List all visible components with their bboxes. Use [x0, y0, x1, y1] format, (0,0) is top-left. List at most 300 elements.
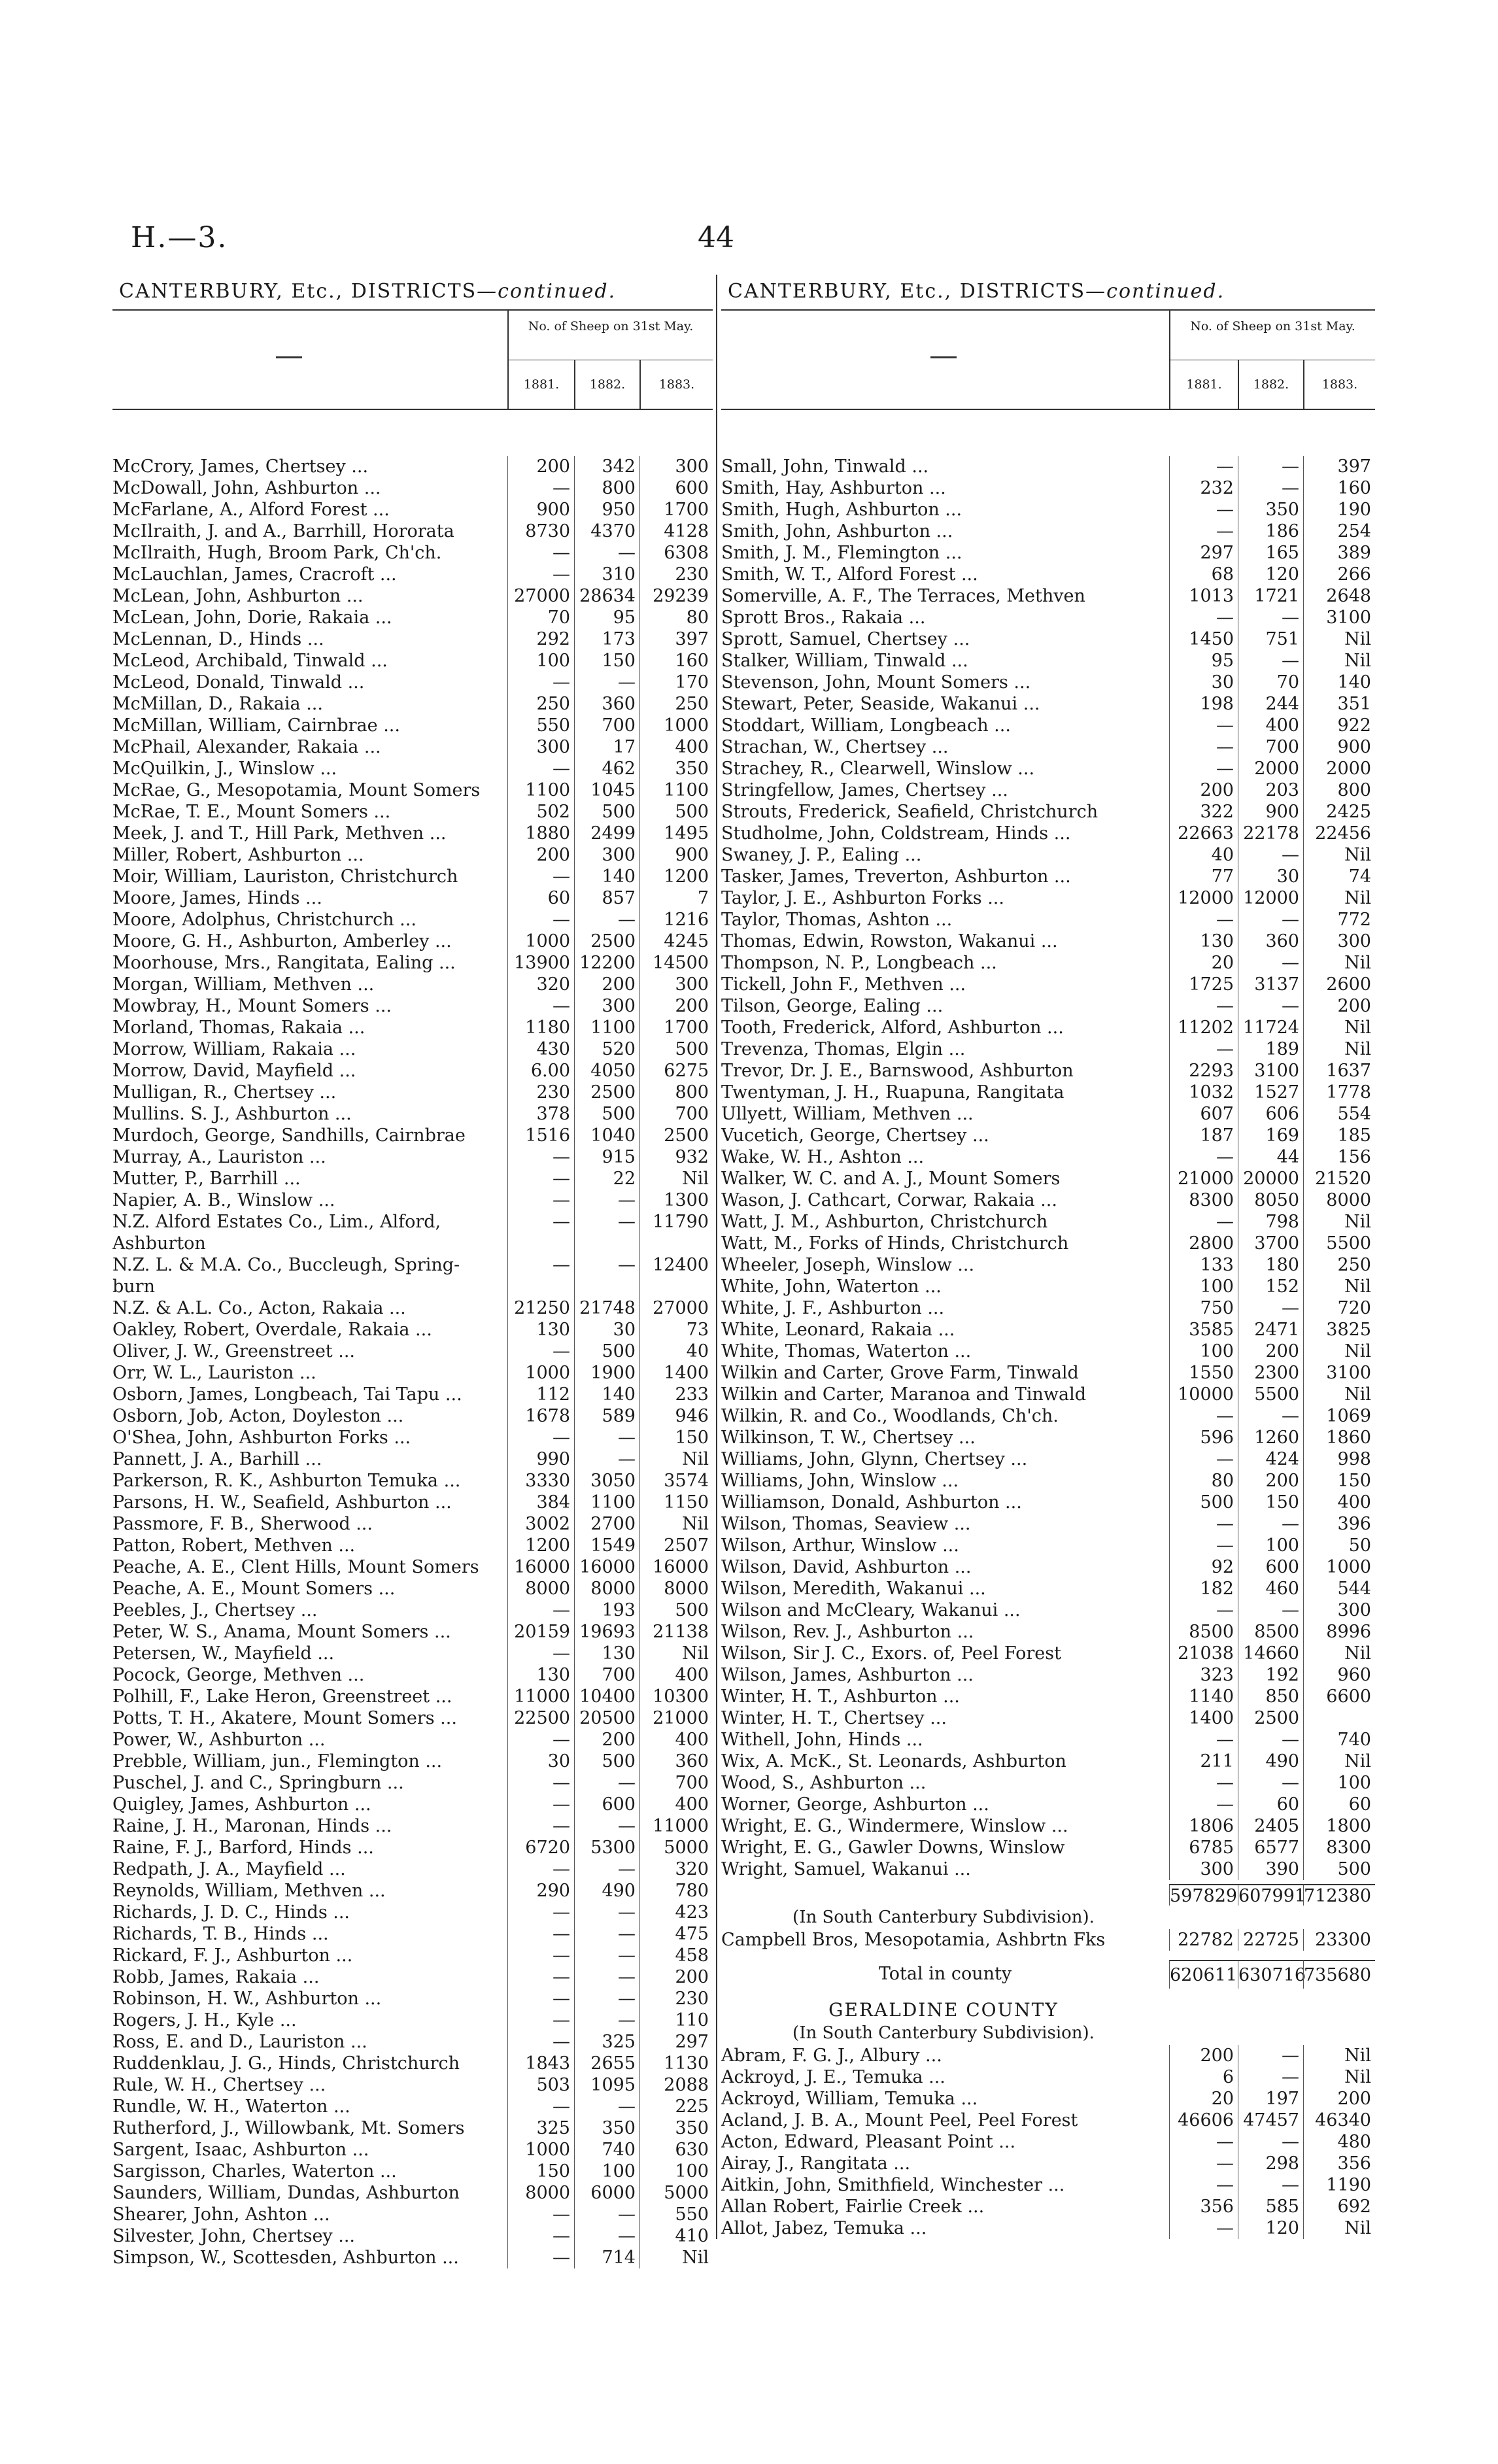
table-row	[721, 909, 1375, 931]
sheep-1883: 12400	[639, 1254, 713, 1276]
table-row	[721, 1082, 1375, 1103]
sheep-1883: 1150	[639, 1492, 713, 1513]
sheep-1883: 1200	[639, 866, 713, 887]
owner-name: Wilson, Sir J. C., Exors. of, Peel Forest	[721, 1643, 1061, 1664]
table-row	[721, 1362, 1375, 1384]
owner-name: Ackroyd, J. E., Temuka ...	[721, 2067, 945, 2087]
sheep-1881: 130	[507, 1319, 574, 1341]
table-row	[721, 1729, 1375, 1751]
sheep-1883: 254	[1303, 521, 1375, 542]
sheep-1883	[639, 1233, 713, 1254]
sheep-1882: 200	[1238, 1470, 1303, 1492]
sheep-1881: 16000	[507, 1556, 574, 1578]
sheep-1881: 1725	[1169, 974, 1238, 995]
owner-name: McQuilkin, J., Winslow ...	[112, 759, 337, 779]
sheep-1881: 100	[507, 650, 574, 672]
table-row	[721, 866, 1375, 887]
sheep-1883: 1778	[1303, 1082, 1375, 1103]
table-row	[721, 2174, 1375, 2196]
sheep-1883: 780	[639, 1880, 713, 1902]
sheep-1883: Nil	[1303, 2217, 1375, 2239]
sheep-1882: 600	[574, 1794, 639, 1815]
campbell-row: Campbell Bros, Mesopotamia, Ashbrtn Fks 22782 22725 23300	[721, 1929, 1375, 1951]
sheep-1882: 1527	[1238, 1082, 1303, 1103]
sheep-1882: 2500	[1238, 1707, 1303, 1729]
sheep-1881: —	[507, 1729, 574, 1751]
owner-name: Peebles, J., Chertsey ...	[112, 1600, 318, 1620]
table-row	[112, 1319, 713, 1341]
sheep-1883: 73	[639, 1319, 713, 1341]
sheep-1881: 6785	[1169, 1837, 1238, 1858]
sheep-1881: 8730	[507, 521, 574, 542]
sheep-1882: 16000	[574, 1556, 639, 1578]
sheep-1883: 40	[639, 1341, 713, 1362]
sheep-1882: —	[1238, 2174, 1303, 2196]
table-row	[721, 779, 1375, 801]
sheep-1882: —	[574, 1448, 639, 1470]
sheep-1881: 100	[1169, 1341, 1238, 1362]
owner-name: McLauchlan, James, Cracroft ...	[112, 564, 397, 585]
table-row	[721, 1168, 1375, 1189]
sheep-1882: —	[1238, 844, 1303, 866]
sheep-1883: 389	[1303, 542, 1375, 564]
header-dash	[276, 356, 302, 358]
table-row	[112, 758, 713, 779]
sheep-1881: —	[1169, 995, 1238, 1017]
table-row	[112, 1535, 713, 1556]
sheep-1883: 21520	[1303, 1168, 1375, 1189]
sheep-1882: —	[574, 1902, 639, 1923]
owner-name: McLean, John, Dorie, Rakaia ...	[112, 607, 392, 628]
sheep-1883: 6308	[639, 542, 713, 564]
sheep-1883: 475	[639, 1923, 713, 1945]
table-row	[721, 672, 1375, 693]
table-row	[112, 1643, 713, 1664]
table-row	[721, 952, 1375, 974]
sheep-1882: 173	[574, 628, 639, 650]
owner-name: Taylor, J. E., Ashburton Forks ...	[721, 888, 1004, 908]
owner-name: McRae, G., Mesopotamia, Mount Somers	[112, 780, 481, 800]
table-row	[721, 1384, 1375, 1405]
sheep-1882: 490	[1238, 1751, 1303, 1772]
sheep-1882: 1040	[574, 1125, 639, 1146]
owner-name: Tickell, John F., Methven ...	[721, 974, 966, 995]
sheep-1882: 2700	[574, 1513, 639, 1535]
sheep-1882: —	[1238, 456, 1303, 477]
owner-name: Napier, A. B., Winslow ...	[112, 1190, 335, 1210]
table-row	[721, 1233, 1375, 1254]
owner-name: Stevenson, John, Mount Somers ...	[721, 672, 1031, 693]
owner-name: McMillan, D., Rakaia ...	[112, 694, 323, 714]
owner-name: Murray, A., Lauriston ...	[112, 1147, 326, 1167]
sheep-1881: 8300	[1169, 1189, 1238, 1211]
sheep-1881: 1516	[507, 1125, 574, 1146]
sheep-1883: 8996	[1303, 1621, 1375, 1643]
sheep-1883: 50	[1303, 1535, 1375, 1556]
table-row	[112, 1168, 713, 1189]
sheep-1882: 490	[574, 1880, 639, 1902]
sheep-1883: 2500	[639, 1125, 713, 1146]
table-row	[721, 1772, 1375, 1794]
owner-name: Osborn, Job, Acton, Doyleston ...	[112, 1406, 404, 1426]
sheep-1881: 8500	[1169, 1621, 1238, 1643]
sheep-1882: 14660	[1238, 1643, 1303, 1664]
sheep-1883: 350	[639, 2117, 713, 2139]
table-row	[112, 823, 713, 844]
sheep-1883: 1700	[639, 499, 713, 521]
table-row	[721, 1815, 1375, 1837]
sheep-1883: 400	[639, 736, 713, 758]
sheep-1881: 750	[1169, 1297, 1238, 1319]
sheep-1882: 3100	[1238, 1060, 1303, 1082]
sheep-1882: —	[1238, 477, 1303, 499]
sheep-1883: 350	[639, 758, 713, 779]
sheep-1882: 203	[1238, 779, 1303, 801]
sheep-1882: 751	[1238, 628, 1303, 650]
owner-name: Murdoch, George, Sandhills, Cairnbrae	[112, 1125, 466, 1146]
table-row	[112, 1923, 713, 1945]
sheep-1883: 351	[1303, 693, 1375, 715]
owner-name: Vucetich, George, Chertsey ...	[721, 1125, 989, 1146]
sheep-1882: 100	[574, 2161, 639, 2182]
owner-name: Morrow, David, Mayfield ...	[112, 1061, 356, 1081]
sheep-1882: —	[1238, 1772, 1303, 1794]
table-row	[112, 1146, 713, 1168]
sheep-1881: 2800	[1169, 1233, 1238, 1254]
sheep-1881: 250	[507, 693, 574, 715]
table-row	[112, 1794, 713, 1815]
owner-name: Trevenza, Thomas, Elgin ...	[721, 1039, 966, 1059]
table-row	[112, 1448, 713, 1470]
sheep-1882: 28634	[574, 585, 639, 607]
sheep-1881: 200	[1169, 779, 1238, 801]
sheep-1883: 922	[1303, 715, 1375, 736]
sheep-1882: —	[574, 1966, 639, 1988]
sheep-1882: —	[574, 1189, 639, 1211]
sheep-1881: 13900	[507, 952, 574, 974]
owner-name: Wilkinson, T. W., Chertsey ...	[721, 1428, 976, 1448]
sheep-1881: —	[1169, 715, 1238, 736]
table-row	[721, 1017, 1375, 1038]
owner-name: Tasker, James, Treverton, Ashburton ...	[721, 866, 1071, 887]
owner-name: Mulligan, R., Chertsey ...	[112, 1082, 337, 1103]
sheep-1881: 1843	[507, 2053, 574, 2074]
sheep-1882: 2500	[574, 931, 639, 952]
sheep-1881: 182	[1169, 1578, 1238, 1600]
sheep-1883: 600	[639, 477, 713, 499]
table-row	[112, 477, 713, 499]
sheep-1883: 1190	[1303, 2174, 1375, 2196]
sheep-1883: 960	[1303, 1664, 1375, 1686]
owner-name: Watt, M., Forks of Hinds, Christchurch	[721, 1233, 1069, 1254]
sheep-1883: 740	[1303, 1729, 1375, 1751]
subtotal-row	[721, 1884, 1375, 1906]
owner-name: Puschel, J. and C., Springburn ...	[112, 1773, 404, 1793]
table-row	[721, 844, 1375, 866]
owner-name: N.Z. L. & M.A. Co., Buccleugh, Spring-	[112, 1255, 460, 1275]
sheep-1882: 12200	[574, 952, 639, 974]
sheep-1882: 2300	[1238, 1362, 1303, 1384]
table-row	[112, 1492, 713, 1513]
sheep-1881: —	[1169, 1535, 1238, 1556]
sheep-1883: 1400	[639, 1362, 713, 1384]
owner-name: Wilson, Rev. J., Ashburton ...	[721, 1622, 974, 1642]
sheep-1882: 22	[574, 1168, 639, 1189]
owner-name: Silvester, John, Chertsey ...	[112, 2226, 356, 2246]
sheep-1881: —	[507, 2225, 574, 2247]
sheep-1882: 47457	[1238, 2110, 1303, 2131]
owner-name: Parsons, H. W., Seafield, Ashburton ...	[112, 1492, 452, 1513]
sheep-1883: 150	[639, 1427, 713, 1448]
sheep-1881: 1032	[1169, 1082, 1238, 1103]
owner-name: Wilson, Arthur, Winslow ...	[721, 1535, 959, 1556]
sheep-1881: —	[1169, 1600, 1238, 1621]
sheep-1883: Nil	[1303, 1643, 1375, 1664]
sheep-1883: 200	[1303, 995, 1375, 1017]
owner-name: Meek, J. and T., Hill Park, Methven ...	[112, 823, 447, 844]
table-row	[112, 542, 713, 564]
table-row	[721, 2045, 1375, 2066]
sheep-1881: 607	[1169, 1103, 1238, 1125]
sheep-1883: 2000	[1303, 758, 1375, 779]
sheep-1883: 21138	[639, 1621, 713, 1643]
sheep-1881: 320	[507, 974, 574, 995]
sheep-1883: 1000	[639, 715, 713, 736]
sheep-1883: 410	[639, 2225, 713, 2247]
sheep-1882: 10400	[574, 1686, 639, 1707]
sheep-1881: 100	[1169, 1276, 1238, 1297]
sheep-1881: 21250	[507, 1297, 574, 1319]
sheep-1882: 1260	[1238, 1427, 1303, 1448]
sheep-1882: 140	[574, 866, 639, 887]
sheep-1881: —	[507, 542, 574, 564]
sheep-1881: 292	[507, 628, 574, 650]
sheep-1881: —	[507, 672, 574, 693]
sheep-1883: 110	[639, 2010, 713, 2031]
sheep-1883: Nil	[1303, 2045, 1375, 2066]
left-column	[112, 275, 713, 2268]
sheep-1881: 322	[1169, 801, 1238, 823]
table-row	[112, 1578, 713, 1600]
table-row	[112, 952, 713, 974]
table-row	[112, 1837, 713, 1858]
sheep-1882: 130	[574, 1643, 639, 1664]
table-row	[721, 1060, 1375, 1082]
sheep-1882: 300	[574, 844, 639, 866]
subtotal-1882: 607991	[1238, 1884, 1303, 1906]
sheep-1883: Nil	[1303, 887, 1375, 909]
sheep-1883: 5000	[639, 2182, 713, 2204]
owner-name: Stringfellow, James, Chertsey ...	[721, 780, 1008, 800]
sheep-1882: 1549	[574, 1535, 639, 1556]
table-row	[112, 628, 713, 650]
table-row	[721, 1146, 1375, 1168]
sheep-1882: 165	[1238, 542, 1303, 564]
sheep-1882: 20000	[1238, 1168, 1303, 1189]
table-header-right	[721, 309, 1375, 410]
sheep-1881: —	[1169, 2174, 1238, 2196]
table-row	[721, 628, 1375, 650]
sheep-1881: —	[507, 1146, 574, 1168]
owner-name: McLean, John, Ashburton ...	[112, 586, 364, 606]
table-row	[721, 2196, 1375, 2217]
sheep-1881: 1200	[507, 1535, 574, 1556]
sheep-1883: Nil	[639, 1448, 713, 1470]
table-row	[112, 521, 713, 542]
owner-name: Moore, Adolphus, Christchurch ...	[112, 910, 417, 930]
sheep-1882: —	[574, 542, 639, 564]
sheep-1881: 1880	[507, 823, 574, 844]
owner-name: Worner, George, Ashburton ...	[721, 1794, 989, 1815]
sheep-1882: 44	[1238, 1146, 1303, 1168]
owner-name: Morrow, William, Rakaia ...	[112, 1039, 356, 1059]
sheep-1881: —	[1169, 1729, 1238, 1751]
subtotal-1883: 712380	[1303, 1884, 1375, 1906]
table-row	[112, 779, 713, 801]
sheep-1882: 2405	[1238, 1815, 1303, 1837]
sheep-1883: 397	[639, 628, 713, 650]
header-year-1882: 1882.	[1238, 360, 1303, 409]
owner-name: Williams, John, Glynn, Chertsey ...	[721, 1449, 1028, 1469]
sheep-1882: 589	[574, 1405, 639, 1427]
sheep-1881: 20	[1169, 952, 1238, 974]
sheep-1881: 1806	[1169, 1815, 1238, 1837]
sheep-1882: 390	[1238, 1858, 1303, 1880]
sheep-1881: —	[1169, 1405, 1238, 1427]
sheep-1882: 3700	[1238, 1233, 1303, 1254]
sheep-1882: 22178	[1238, 823, 1303, 844]
owner-name: McLeod, Donald, Tinwald ...	[112, 672, 365, 693]
sheep-1883: Nil	[1303, 1017, 1375, 1038]
owner-name: Moir, William, Lauriston, Christchurch	[112, 866, 458, 887]
sheep-1883: 29239	[639, 585, 713, 607]
sheep-1883: 16000	[639, 1556, 713, 1578]
header-year-1883: 1883.	[639, 360, 713, 409]
sheep-1883: 300	[639, 974, 713, 995]
sheep-1882: 192	[1238, 1664, 1303, 1686]
sheep-1882: —	[574, 2204, 639, 2225]
owner-name: Acton, Edward, Pleasant Point ...	[721, 2132, 1016, 2152]
sheep-1883: 300	[1303, 1600, 1375, 1621]
sheep-1883: Nil	[1303, 1038, 1375, 1060]
owner-name: Studholme, John, Coldstream, Hinds ...	[721, 823, 1071, 844]
table-row	[112, 1513, 713, 1535]
sheep-1883: 396	[1303, 1513, 1375, 1535]
sheep-1882: 200	[1238, 1341, 1303, 1362]
sheep-1881: 1678	[507, 1405, 574, 1427]
sheep-1882: 6000	[574, 2182, 639, 2204]
sheep-1882: 600	[1238, 1556, 1303, 1578]
sheep-1883: 550	[639, 2204, 713, 2225]
owner-name: McRae, T. E., Mount Somers ...	[112, 802, 391, 822]
owner-name: N.Z. & A.L. Co., Acton, Rakaia ...	[112, 1298, 406, 1318]
sheep-1882: 120	[1238, 2217, 1303, 2239]
sheep-1881: —	[507, 1772, 574, 1794]
sheep-1881: —	[507, 2031, 574, 2053]
section-title-left: CANTERBURY, Etc., DISTRICTS—continued.	[119, 280, 617, 303]
sheep-1883: 544	[1303, 1578, 1375, 1600]
sheep-1881: 230	[507, 1082, 574, 1103]
sheep-1881: 8000	[507, 1578, 574, 1600]
sheep-1883: 900	[1303, 736, 1375, 758]
sheep-1882: 150	[1238, 1492, 1303, 1513]
sheep-1883: 5000	[639, 1837, 713, 1858]
sheep-1882	[574, 1233, 639, 1254]
sheep-1882: 700	[574, 715, 639, 736]
owner-name: Moore, G. H., Ashburton, Amberley ...	[112, 931, 452, 951]
owner-name: Prebble, William, jun., Flemington ...	[112, 1751, 443, 1771]
sheep-1883: 900	[639, 844, 713, 866]
table-row	[112, 887, 713, 909]
geraldine-county-title: GERALDINE COUNTY	[828, 1999, 1059, 2021]
sheep-1883: 250	[1303, 1254, 1375, 1276]
sheep-1882: —	[1238, 607, 1303, 628]
table-row	[112, 1125, 713, 1146]
geraldine-table-body	[721, 2045, 1375, 2239]
owner-name: Orr, W. L., Lauriston ...	[112, 1363, 316, 1383]
owner-name: Smith, W. T., Alford Forest ...	[721, 564, 978, 585]
table-row	[721, 521, 1375, 542]
table-row	[112, 564, 713, 585]
owner-name: Wilson, James, Ashburton ...	[721, 1665, 974, 1685]
table-row	[721, 2110, 1375, 2131]
table-row	[112, 1341, 713, 1362]
sheep-1882: —	[574, 672, 639, 693]
sheep-1883: 4245	[639, 931, 713, 952]
sheep-1882: 2000	[1238, 758, 1303, 779]
owner-name: Smith, Hugh, Ashburton ...	[721, 500, 962, 520]
sheep-1883	[639, 1276, 713, 1297]
sheep-1882: 700	[574, 1664, 639, 1686]
sheep-1881: 232	[1169, 477, 1238, 499]
sheep-1883: 1000	[1303, 1556, 1375, 1578]
owner-name: Stewart, Peter, Seaside, Wakanui ...	[721, 694, 1040, 714]
table-row	[721, 974, 1375, 995]
sheep-1881: 200	[507, 844, 574, 866]
header-year-1881: 1881.	[1169, 360, 1238, 409]
sheep-1883: 156	[1303, 1146, 1375, 1168]
sheep-1883: 1100	[639, 779, 713, 801]
sheep-1882: 20500	[574, 1707, 639, 1729]
sheep-1883: 80	[639, 607, 713, 628]
owner-name: Peache, A. E., Mount Somers ...	[112, 1579, 396, 1599]
owner-name: Potts, T. H., Akatere, Mount Somers ...	[112, 1708, 457, 1728]
county-total-row: Total in county 620611 630716 735680	[721, 1960, 1375, 1989]
sheep-1881: —	[507, 1988, 574, 2010]
sheep-1882: 520	[574, 1038, 639, 1060]
header-year-1882: 1882.	[574, 360, 639, 409]
table-row	[112, 1815, 713, 1837]
sheep-1881: 150	[507, 2161, 574, 2182]
sheep-1881: —	[507, 995, 574, 1017]
table-row	[112, 1254, 713, 1276]
header-group-label: No. of Sheep on 31st May.	[1169, 311, 1375, 360]
table-row	[721, 1513, 1375, 1535]
owner-name: Sargisson, Charles, Waterton ...	[112, 2161, 397, 2182]
sheep-1882: 186	[1238, 521, 1303, 542]
sheep-1883: 300	[639, 456, 713, 477]
sheep-1883: Nil	[1303, 1341, 1375, 1362]
sheep-1883: 60	[1303, 1794, 1375, 1815]
sheep-1881: —	[1169, 1448, 1238, 1470]
owner-name: Aitkin, John, Smithfield, Winchester ...	[721, 2175, 1065, 2195]
sheep-1882: —	[1238, 1513, 1303, 1535]
sheep-1881: —	[507, 1168, 574, 1189]
sheep-1883: Nil	[1303, 1211, 1375, 1233]
sheep-1881: 11000	[507, 1686, 574, 1707]
table-row	[112, 650, 713, 672]
table-row	[112, 1233, 713, 1254]
